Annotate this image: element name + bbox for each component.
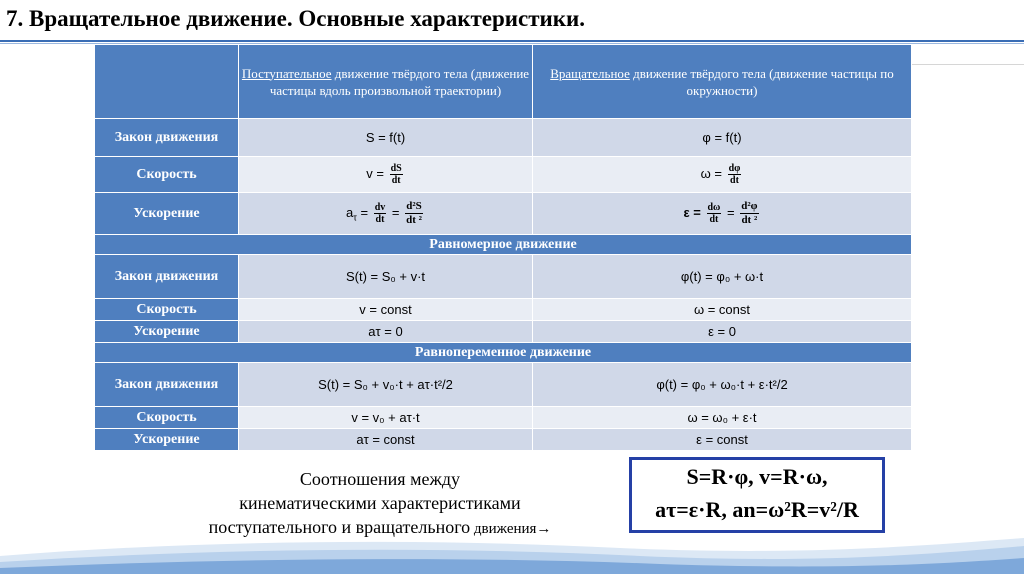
acc-r-lhs: ε = <box>683 204 701 220</box>
box-line1: S=R·φ, v=R·ω, <box>686 464 828 489</box>
caption-line3: поступательного и вращательного <box>208 517 471 537</box>
uniform-acceleration-rotational: ε = 0 <box>533 321 912 343</box>
header-rotational-underlined: Вращательное <box>550 65 630 81</box>
section-row-variable <box>95 343 912 363</box>
caption-line1: Соотношения между <box>299 469 461 489</box>
decorative-wave <box>0 534 1024 574</box>
vel-t-fraction <box>390 163 403 186</box>
header-translational <box>239 45 533 119</box>
vel-t-lhs: v = <box>366 165 384 181</box>
variable-acceleration-rotational: ε = const <box>533 429 912 451</box>
acc-t-den1: dt <box>375 214 385 225</box>
section-variable: Равнопеременное движение <box>95 343 912 363</box>
uniform-velocity-rotational: ω = const <box>533 299 912 321</box>
uniform-velocity-translational: v = const <box>239 299 533 321</box>
title-underline <box>0 40 1024 42</box>
header-translational-underlined: Поступательное <box>241 65 332 81</box>
variable-law-rotational: φ(t) = φ₀ + ω₀·t + ε·t²/2 <box>533 363 912 407</box>
row-label-acceleration: Ускорение <box>95 193 239 235</box>
variable-velocity-rotational: ω = ω₀ + ε·t <box>533 407 912 429</box>
vel-r-fraction <box>728 163 742 186</box>
uniform-acceleration-translational: aτ = 0 <box>239 321 533 343</box>
variable-velocity-translational: v = v₀ + aτ·t <box>239 407 533 429</box>
header-rotational <box>533 45 912 119</box>
row-label-velocity: Скорость <box>95 407 239 429</box>
acc-t-fraction2 <box>405 200 423 227</box>
row-label-velocity: Скорость <box>95 299 239 321</box>
table-header-row <box>95 45 912 119</box>
vel-r-den: dt <box>730 175 739 186</box>
vel-t-num: dS <box>390 163 402 174</box>
acc-r-fraction2 <box>740 200 758 227</box>
acc-t-num2: d²S <box>406 200 422 212</box>
row-label-acceleration: Ускорение <box>95 429 239 451</box>
variable-law-translational: S(t) = S₀ + v₀·t + aτ·t²/2 <box>239 363 533 407</box>
decorative-line <box>912 64 1024 65</box>
general-law-rotational: φ = f(t) <box>533 119 912 157</box>
vel-r-lhs: ω = <box>700 165 722 181</box>
uniform-law-rotational: φ(t) = φ₀ + ω·t <box>533 255 912 299</box>
acc-t-den2: dt ² <box>406 214 422 226</box>
table-row <box>95 119 912 157</box>
general-velocity-rotational <box>533 157 912 193</box>
relations-caption <box>150 467 610 541</box>
uniform-law-translational: S(t) = S₀ + v·t <box>239 255 533 299</box>
variable-acceleration-translational: aτ = const <box>239 429 533 451</box>
table-row <box>95 157 912 193</box>
acc-r-eq2: = <box>727 204 735 220</box>
relations-formula-box <box>629 457 885 533</box>
general-velocity-translational <box>239 157 533 193</box>
row-label-law: Закон движения <box>95 255 239 299</box>
page-title: 7. Вращательное движение. Основные характеристики. <box>6 6 586 31</box>
table-row <box>95 193 912 235</box>
caption-line3-small: движения→ <box>470 521 552 537</box>
characteristics-table <box>94 44 912 451</box>
row-label-acceleration: Ускорение <box>95 321 239 343</box>
header-translational-rest: движение твёрдого тела (движение частицы вдоль произвольной траектории) <box>269 65 530 98</box>
acc-r-den2: dt ² <box>741 214 758 226</box>
acc-r-num1: dω <box>707 202 721 213</box>
section-uniform: Равномерное движение <box>95 235 912 255</box>
acc-t-fraction1 <box>374 202 387 225</box>
vel-r-num: dφ <box>728 163 741 174</box>
general-law-translational: S = f(t) <box>239 119 533 157</box>
table-row <box>95 363 912 407</box>
box-line2: aτ=ε·R, an=ω²R=v²/R <box>655 497 859 522</box>
table-row <box>95 321 912 343</box>
section-row-uniform <box>95 235 912 255</box>
table-row <box>95 429 912 451</box>
caption-line2: кинематическими характеристиками <box>239 493 521 513</box>
acc-r-num2: d²φ <box>741 200 758 212</box>
general-acceleration-rotational <box>533 193 912 235</box>
header-rotational-rest: движение твёрдого тела (движение частицы по окружности) <box>629 65 894 98</box>
header-empty-cell <box>95 45 239 119</box>
vel-t-den: dt <box>391 175 401 186</box>
acc-t-sub: τ <box>353 212 357 223</box>
row-label-law: Закон движения <box>95 119 239 157</box>
acc-t-num1: dv <box>374 202 386 213</box>
acc-t-eq2: = <box>391 204 400 220</box>
acc-t-lhs: a <box>346 204 354 220</box>
acc-t-eq: = <box>356 204 369 220</box>
acc-r-den1: dt <box>709 214 719 225</box>
table-row <box>95 407 912 429</box>
row-label-velocity: Скорость <box>95 157 239 193</box>
general-acceleration-translational <box>239 193 533 235</box>
acc-r-fraction1 <box>707 202 722 225</box>
table-row <box>95 255 912 299</box>
table-row <box>95 299 912 321</box>
row-label-law: Закон движения <box>95 363 239 407</box>
